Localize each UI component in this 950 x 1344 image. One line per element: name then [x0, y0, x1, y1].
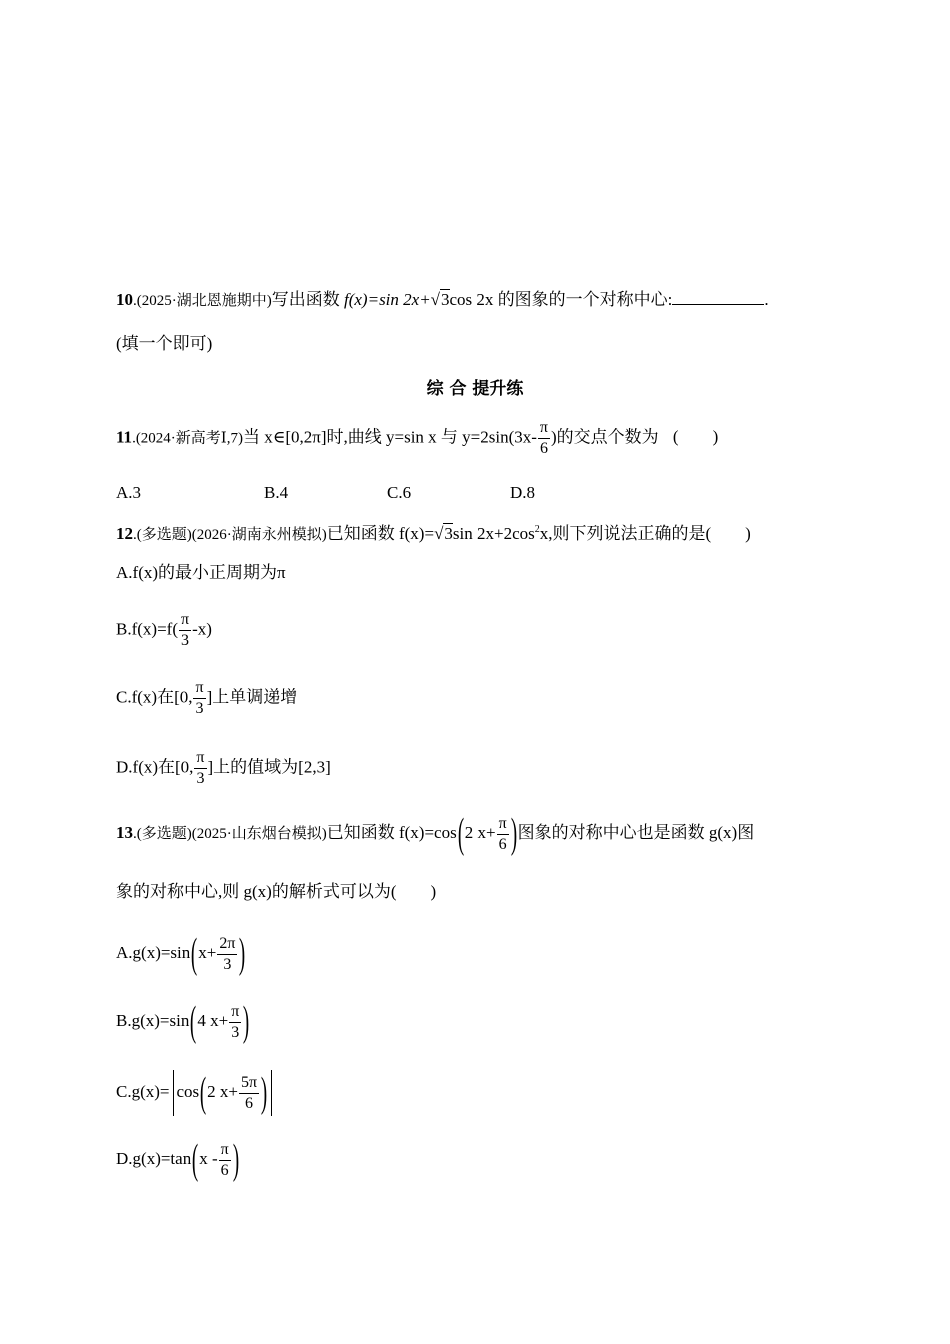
q11-option-d[interactable]: D.8 [510, 483, 536, 502]
q12-c-fraction: $\frac{\pi}{3}$ [195, 679, 204, 717]
q11-domain: x∈[0,2π]时,曲线 [264, 427, 382, 447]
q11-source: .(2024·新高考Ⅰ,7) [132, 430, 243, 447]
q10-end: . [764, 290, 769, 309]
q13-b-fraction: $\frac{\pi}{3}$ [231, 1002, 240, 1041]
q12-option-c[interactable]: C.f(x)在[0, $\frac{\pi}{3}$ ]上单调递增 [116, 679, 298, 717]
q11-text-a: 当 [242, 427, 260, 447]
q12-option-a[interactable]: A.f(x)的最小正周期为π [116, 563, 286, 582]
q10-note: (填一个即可) [116, 334, 213, 353]
q13-text-b: 图象的对称中心也是函数 [517, 822, 705, 842]
q13-inner: 2 x+ [464, 822, 496, 842]
q13-line1 [116, 812, 754, 856]
q12-d-fraction: $\frac{\pi}{3}$ [196, 749, 205, 787]
abs-bar-right [271, 1070, 272, 1116]
q11-number: 11 [116, 427, 133, 447]
q12-text-a: 已知函数 [326, 524, 395, 543]
q12-line [116, 520, 751, 545]
q13-source: .(多选题)(2025·山东烟台模拟) [133, 825, 327, 842]
q10-line1 [116, 288, 769, 311]
q13-fraction: $\frac{\pi}{6}$ [498, 814, 507, 853]
q13-option-a[interactable]: A.g(x)=sin(x+ $\frac{2\pi}{3}$ ) [116, 931, 246, 977]
abs-bar-left [173, 1070, 174, 1116]
q13-text-a: 已知函数 [326, 822, 395, 842]
q13-option-c[interactable]: C.g(x)= cos(2 x+ $\frac{5\pi}{6}$ ) [116, 1070, 275, 1116]
q12-func-a: f(x)= [398, 524, 435, 543]
q13-line2: 象的对称中心,则 g(x)的解析式可以为( ) [116, 882, 437, 901]
q12-func-b: sin 2x+2cos [452, 524, 535, 543]
q12-option-b[interactable]: B.f(x)=f( $\frac{\pi}{3}$ -x) [116, 611, 212, 649]
q10-source: .(2025·湖北恩施期中) [133, 293, 272, 309]
q12-source: .(多选题)(2026·湖南永州模拟) [133, 527, 327, 543]
q13-c-fraction: $\frac{5\pi}{6}$ [241, 1073, 258, 1112]
left-paren: ( [457, 811, 464, 857]
q12-func-c: x,则下列说法正确的是( ) [539, 524, 751, 543]
q10-text-c: 的图象的一个对称中心: [497, 290, 673, 309]
q12-b-fraction: $\frac{\pi}{3}$ [180, 611, 190, 649]
q13-option-d[interactable]: D.g(x)=tan(x - $\frac{\pi}{6}$ ) [116, 1137, 239, 1183]
q11-curve2-b: )的交点个数为 [551, 427, 659, 447]
q13-func-a: f(x)=cos [398, 822, 457, 842]
q11-option-b[interactable]: B.4 [264, 483, 289, 502]
sqrt-symbol: √3 [434, 524, 453, 543]
q12-superscript: 2 [534, 524, 540, 535]
q13-option-b[interactable]: B.g(x)=sin(4 x+ $\frac{\pi}{3}$ ) [116, 999, 250, 1045]
section-title: 综 合 提升练 [426, 379, 524, 399]
q13-text-c: 图 [737, 822, 755, 842]
sqrt-symbol: √3 [430, 290, 450, 309]
q11-option-c[interactable]: C.6 [387, 483, 412, 502]
q10-text-a: 写出函数 [271, 290, 340, 309]
q10-function: f(x)=sin 2x+ [344, 290, 431, 309]
q13-gx: g(x) [708, 822, 738, 842]
q11-answer-paren[interactable]: ( ) [672, 427, 719, 447]
q13-number: 13 [116, 822, 133, 842]
q12-number: 12 [116, 524, 133, 543]
right-paren: ) [510, 811, 517, 857]
q13-d-fraction: $\frac{\pi}{6}$ [220, 1140, 229, 1179]
q11-fraction: $\frac{\pi}{6}$ [539, 419, 548, 457]
q11-curve2-a: y=2sin(3x- [462, 427, 537, 447]
q10-answer-blank[interactable] [672, 288, 764, 305]
q10-number: 10 [116, 290, 133, 309]
q11-text-b: 与 [440, 427, 458, 447]
q11-curve1: y=sin x [385, 427, 437, 447]
q11-option-a[interactable]: A.3 [116, 483, 142, 502]
q10-text-b: cos 2x [449, 290, 494, 309]
q13-a-fraction: $\frac{2\pi}{3}$ [219, 934, 236, 973]
q12-option-d[interactable]: D.f(x)在[0, $\frac{\pi}{3}$ ]上的值域为[2,3] [116, 749, 331, 787]
q11-line [116, 420, 718, 457]
